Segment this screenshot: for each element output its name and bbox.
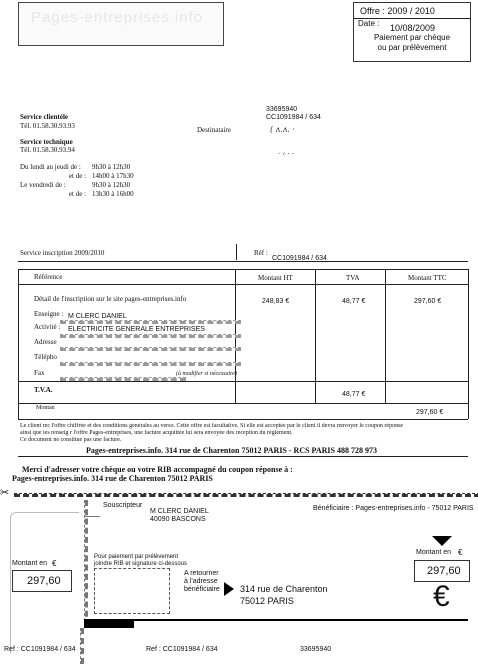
hours-time-1: 14h00 à 17h30 xyxy=(92,172,134,180)
tva-total-value: 48,77 € xyxy=(342,391,366,398)
left-montant-value: 297,60 xyxy=(27,575,61,587)
scissors-icon: ✂ xyxy=(0,486,10,499)
prelevement-line1: Pour paiement par prélèvement xyxy=(94,554,179,560)
retourner-line3: bénéficiaire xyxy=(184,586,220,593)
montant-total-value: 297,60 € xyxy=(416,409,444,416)
footer-line3: Ce document ne constitue pas une facture. xyxy=(20,437,122,443)
logo-box xyxy=(18,2,224,46)
handwritten-mark: ( ʌ.ʌ. · xyxy=(270,125,295,134)
footer-address: Pages-entreprises.info. 314 rue de Charenton 75012 PARIS - RCS PARIS 488 728 973 xyxy=(86,446,377,455)
service-client-tel: Tél. 01.58.30.93.93 xyxy=(20,122,75,130)
right-montant-label: Montant en xyxy=(416,549,452,556)
retourner-line1: A retourner xyxy=(184,570,219,577)
date-label: Date : xyxy=(358,19,380,28)
detail-label: Détail de l'inscription sur le site pages-entreprises.info xyxy=(34,295,187,303)
dest-ref1: 33695940 xyxy=(266,106,298,113)
hours-time-0: 9h30 à 12h30 xyxy=(92,163,131,171)
ref-left: Ref : CC1091984 / 634 xyxy=(4,646,76,653)
tva-value: 48,77 € xyxy=(342,298,366,305)
prelevement-line2: joindre RIB et signature ci-dessous xyxy=(94,561,188,567)
col-header-reference: Référence xyxy=(34,273,63,281)
enseigne-value: M CLERC DANIEL xyxy=(68,313,127,320)
beneficiaire-label: Bénéficiaire : Pages-entreprises.info - 75012 PARIS xyxy=(313,505,474,512)
activite-label: Activité : xyxy=(34,323,61,331)
ref-middle: Ref : CC1091984 / 634 xyxy=(146,646,218,653)
euro-icon: € xyxy=(433,580,450,613)
ref-number: 33695940 xyxy=(300,646,332,653)
hours-day-3: et de : xyxy=(68,190,86,198)
footer-line1: Le client rec l'offre chiffrée et des conditions générales au verso. Cette offre est facultative. Si elle est acceptée par le client il devra renvoyer le coupon réponse xyxy=(20,423,404,429)
signature-box[interactable] xyxy=(94,568,170,614)
montant-ht-value: 248,83 € xyxy=(262,298,290,305)
dest-ref2: CC1091984 / 634 xyxy=(266,114,321,121)
service-client-title: Service clientèle xyxy=(20,113,69,121)
activite-value: ELECTRICITE GENERALE ENTREPRISES xyxy=(68,326,205,333)
service-tech-tel: Tél. 01.58.30.93.94 xyxy=(20,146,75,154)
date-value: 10/08/2009 xyxy=(390,23,436,33)
arrow-down-icon xyxy=(432,536,452,546)
montant-ttc-value: 297,60 € xyxy=(414,298,442,305)
merci-line2: Pages-entreprises.info. 314 rue de Charenton 75012 PARIS xyxy=(12,474,213,483)
tva-total-label: T.V.A. xyxy=(34,386,53,394)
offer-box xyxy=(353,2,471,62)
ref-value: CC1091984 / 634 xyxy=(272,255,327,262)
hours-time-3: 13h30 à 16h00 xyxy=(92,190,134,198)
right-euro-small-icon: € xyxy=(458,548,463,557)
service-inscription-label: Service inscription 2009/2010 xyxy=(20,249,105,257)
col-header-tva: TVA xyxy=(346,274,360,282)
montant-total-label: Montan xyxy=(36,405,55,411)
souscripteur-name: M CLERC DANIEL xyxy=(150,508,209,515)
right-montant-box xyxy=(414,560,470,582)
hours-day-0: Du lundi au jeudi de : xyxy=(20,163,81,171)
service-tech-title: Service technique xyxy=(20,138,73,146)
adresse-label: Adresse xyxy=(34,338,57,346)
footer-line2: ainsi que les renseig r l'offre Pages-entreprises, une facture acquittée lui sera envoyée dès réception du règlement. xyxy=(20,430,293,436)
black-bar xyxy=(84,619,134,628)
offer-label: Offre : 2009 / 2010 xyxy=(360,6,435,16)
destinataire-label: Destinataire xyxy=(197,126,231,134)
payment-line2: ou par prélèvement xyxy=(377,43,447,52)
modifier-note: (à modifier si nécessaire) xyxy=(176,371,237,377)
logo-text: Pages-entreprises.info xyxy=(31,9,204,26)
address-line2: 75012 PARIS xyxy=(240,596,294,606)
retourner-line2: à l'adresse xyxy=(184,578,218,585)
hours-day-1: et de : xyxy=(68,172,86,180)
arrow-right-icon xyxy=(224,582,234,596)
fax-label: Fax xyxy=(34,369,45,377)
address-line1: 314 rue de Charenton xyxy=(240,584,328,594)
hours-time-2: 9h30 à 12h30 xyxy=(92,181,131,189)
col-header-montant-ht: Montant HT xyxy=(258,274,293,282)
ref-label: Réf : xyxy=(254,249,268,257)
left-euro-small-icon: € xyxy=(52,559,57,568)
souscripteur-city: 40090 BASCONS xyxy=(150,516,206,523)
telephone-label: Télépho xyxy=(34,353,57,361)
right-montant-value: 297,60 xyxy=(427,565,461,577)
col-header-montant-ttc: Montant TTC xyxy=(408,274,447,282)
handwritten-mark-2: · ‹ · · xyxy=(278,150,295,158)
merci-line1: Merci d'adresser votre chèque ou votre RIB accompagné du coupon réponse à : xyxy=(22,465,293,474)
left-montant-label: Montant en xyxy=(12,560,48,567)
enseigne-label: Enseigne : xyxy=(34,310,64,318)
hours-day-2: Le vendredi de : xyxy=(20,181,66,189)
souscripteur-label: Souscripteur xyxy=(103,502,143,509)
left-montant-box xyxy=(12,570,72,592)
payment-line1: Paiement par chèque xyxy=(373,33,451,42)
